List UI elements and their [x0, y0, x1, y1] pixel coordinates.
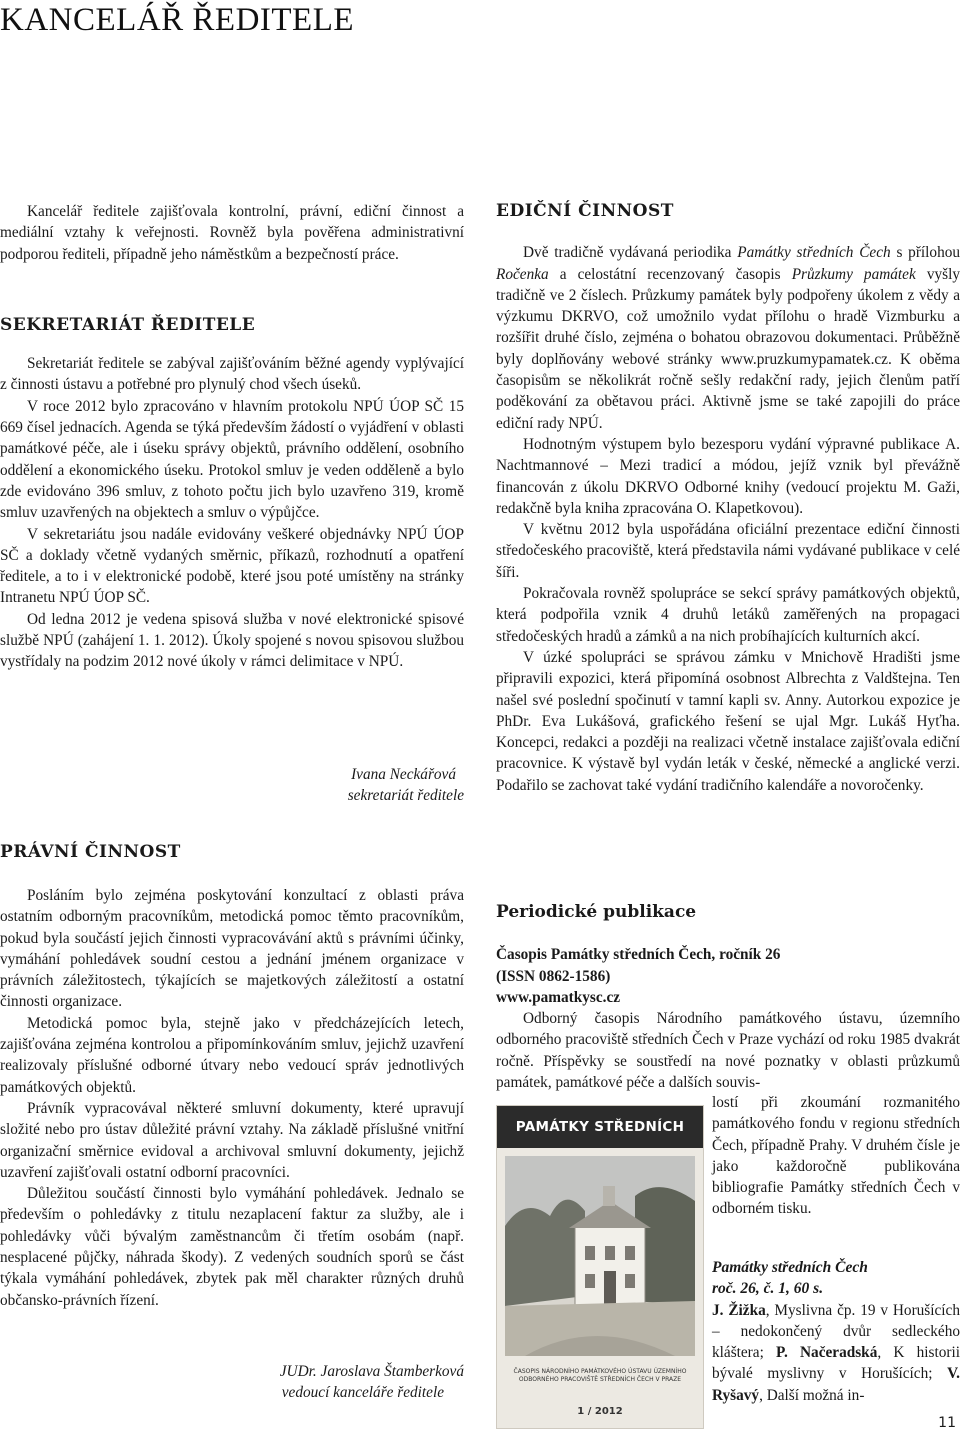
left-column — [0, 201, 464, 673]
periodical-name: Průzkumy památek — [791, 265, 916, 283]
issue-articles — [712, 1300, 960, 1406]
journal-cover-image — [496, 1105, 704, 1429]
pravni-text — [0, 885, 464, 1311]
text-run: Dvě tradičně vydávaná periodika — [523, 244, 738, 262]
sekretariat-paragraph-4: Od ledna 2012 je vedena spisová služba v nové elektronické spisové službě NPÚ (zahájení 1. 1. 2012). Úkoly spojené s novou spisovou službou vystřídaly na podzim 2012 nové úkoly v rámci delimitace v NPÚ. — [0, 610, 464, 671]
sekretariat-paragraph-2: V roce 2012 bylo zpracováno v hlavním protokolu NPÚ ÚOP SČ 15 669 čísel jednacích. Agenda se týká především žádostí o vyjádření v oblasti památkové péče, ale i úseku správy objektů, právního oddělení, osobního oddělení a ekonomického úseku. Protokol smluv je veden odděleně a bylo zde evidováno 396 smluv, z tohoto počtu jich bylo uzavřeno 319, kromě smluv uzavřených na objektech a smluv o výpůjčce. — [0, 397, 464, 522]
section-heading-pravni: PRÁVNÍ ČINNOST — [0, 842, 181, 862]
issue-volume: roč. 26, č. 1, 60 s. — [712, 1280, 824, 1298]
journal-line-1: Časopis Památky středních Čech, ročník 26 — [496, 946, 781, 964]
issue-contents — [712, 1257, 960, 1406]
signature-name: Ivana Neckářová — [351, 766, 456, 783]
text-run: a celostátní recenzovaný časopis — [548, 265, 792, 283]
author: V. Ryšavý — [712, 1365, 960, 1404]
edicni-paragraph-2: Hodnotným výstupem bylo bezesporu vydání výpravné publikace A. Nachtmannové – Mezi tradicí a módou, jejíž vznik byl převážně financován z úkolu DKRVO Odborné knihy (vedoucí projektu M. Gaži, redakčně byla kniha zpracována O. Klapetkovou). — [496, 435, 960, 517]
cover-issue: 1 / 2012 — [577, 1406, 623, 1417]
cover-title: PAMÁTKY STŘEDNÍCH — [497, 1106, 703, 1148]
edicni-paragraph-4: Pokračovala rovněž spolupráce se sekcí správy památkových objektů, která podpořila vznik 4 druhů letáků zaměřených na propagaci středočeských hradů a zámků a na nich probíhajících kulturních akcí. — [496, 585, 960, 645]
article-title: , K historii bývalé myslivny v Horušících; — [712, 1344, 960, 1383]
journal-paragraph: Odborný časopis Národního památkového ústavu, územního odborného pracoviště středních Čech v Praze vychází od roku 1985 dvakrát ročně. Příspěvky se soustředí na nové poznatky v oblasti průzkumů památek, památkové péče a dalších souvis- — [496, 1010, 960, 1092]
periodical-name: Památky středních Čech — [737, 244, 891, 262]
author: J. Žižka — [712, 1301, 766, 1319]
edicni-paragraph-1 — [496, 242, 960, 434]
author: P. Načeradská — [776, 1344, 878, 1362]
journal-paragraph-wrap: lostí při zkoumání rozmanitého památkového fondu v regionu středních Čech, případně Prahy. V druhém čísle je jako každoročně publikována bibliografie Památky středních Čech v odborném tisku. — [712, 1094, 960, 1218]
journal-paragraph-continued — [712, 1092, 960, 1220]
pravni-paragraph-4: Důležitou součástí činnosti bylo vymáhání pohledávek. Jednalo se především o pohledávky z titulu nezaplacení faktur za služby, ale i pohledávky vůči bývalým zaměstnancům či třetím osobám (např. nesplacené půjčky, náhrada škody). Z vedených soudních sporů se část týkala vymáhání pohledávek, zbytek pak měl charakter různých druhů občansko-právních řízení. — [0, 1185, 464, 1309]
article-title: , Další možná in- — [759, 1386, 865, 1404]
page-title: KANCELÁŘ ŘEDITELE — [0, 2, 355, 38]
article-title: , Myslivna čp. 19 v Horušících – nedokončený dvůr sedleckého kláštera; — [712, 1301, 960, 1362]
sekretariat-paragraph-1: Sekretariát ředitele se zabýval zajišťováním běžné agendy vyplývající z činnosti ústavu a potřebné pro plynulý chod všech úseků. — [0, 355, 464, 394]
text-run: vyšly tradičně ve 2 číslech. Průzkumy památek byly podpořeny úkolem z vědy a výzkumu DKRVO, což umožnilo vydat přílohu o hradě Vizmburku a rozšířit druhé číslo, zejména o bohatou obrazovou dokumentaci. Průběžně byly doplňovány webové stránky www.pruzkumypamatek.cz. K oběma časopisům se několikrát ročně sešly redakční rady, jejich členům patří poděkování za obětavou práci. Aktivně jsme se také zapojili do práce ediční rady NPÚ. — [496, 265, 960, 432]
periodical-name: Ročenka — [496, 265, 549, 283]
section-heading-edicni: EDIČNÍ ČINNOST — [496, 201, 674, 221]
cover-photo — [505, 1156, 695, 1356]
sekretariat-paragraph-3: V sekretariátu jsou nadále evidovány veškeré objednávky NPÚ ÚOP SČ a doklady včetně vydaných směrnic, příkazů, rozhodnutí a opatření ředitele, a to i v elektronické podobě, které jsou poté umístěny na stránky Intranetu NPÚ ÚOP SČ. — [0, 525, 464, 607]
intro-paragraph: Kancelář ředitele zajišťovala kontrolní, právní, ediční činnost a mediální vztahy k veřejnosti. Rovněž byla pověřena administrativní podporou řediteli, případně jeho náměstkům a bezpečností práce. — [0, 203, 464, 263]
section-heading-periodicke: Periodické publikace — [496, 902, 697, 922]
edicni-paragraph-3: V květnu 2012 byla uspořádána oficiální prezentace ediční činnosti středočeského pracoviště, která představila námi vydávané publikace v celé šíři. — [496, 521, 960, 581]
page-number: 11 — [938, 1415, 956, 1431]
issue-title: Památky středních Čech — [712, 1259, 868, 1276]
signature-role: sekretariát ředitele — [347, 787, 464, 804]
periodicke-section — [496, 902, 960, 1093]
pravni-paragraph-3: Právník vypracovával některé smluvní dokumenty, které upravují složité nebo pro ústav důležité právní vztahy. Na základě příslušné vnitřní organizační směrnice evidoval a archivoval smluvní dokumenty, jejichž uzavření zajišťovali ostatní odborní pracovníci. — [0, 1099, 464, 1181]
cover-caption: ČASOPIS NÁRODNÍHO PAMÁTKOVÉHO ÚSTAVU ÚZEMNÍHO ODBORNÉHO PRACOVIŠTĚ STŘEDNÍCH ČECH V PRAZE — [513, 1368, 687, 1383]
signature-role: vedoucí kanceláře ředitele — [281, 1384, 444, 1401]
journal-issn: (ISSN 0862-1586) — [496, 967, 611, 985]
journal-url: www.pamatkysc.cz — [496, 988, 621, 1006]
signature-sekretariat — [0, 764, 464, 806]
signature-name: JUDr. Jaroslava Štamberková — [279, 1363, 464, 1380]
signature-pravni — [0, 1361, 464, 1403]
pravni-paragraph-1: Posláním bylo zejména poskytování konzultací z oblasti práva ostatním odborným pracovníkům, metodická pomoc těmto pracovníkům, pokud byla součástí jejich činnosti vypracovávání aktů s právními účinky, vymáhání pohledávek soudní cestou a jednání jménem organizace v právních záležitostech, týkajících se majetkových záležitostí a ostatní činnosti organizace. — [0, 887, 464, 1011]
pravni-paragraph-2: Metodická pomoc byla, stejně jako v předcházejících letech, zajišťována zejména kontrolou a připomínkováním smluv, jejichž uzavření realizovaly příslušné odborné útvary nebo vedoucí správ jednotlivých památkových objektů. — [0, 1014, 464, 1096]
edicni-paragraph-5: V úzké spolupráci se správou zámku v Mnichově Hradišti jsme připravili expozici, která připomíná osobnost Albrechta z Valdštejna. Ten našel své poslední spočinutí v tamní kapli sv. Anny. Autorkou expozice je PhDr. Eva Lukášová, grafického řešení se ujal Mgr. Lukáš Hyťha. Koncepci, redakci a později na realizaci včetně instalace zajišťovala ediční pracovnice. K výstavě byl vydán leták v české, německé a anglické verzi. Podařilo se zachovat také vydání tradičního kalendáře a novoročenky. — [496, 648, 960, 794]
right-column — [496, 201, 960, 796]
text-run: s přílohou — [890, 244, 960, 262]
section-heading-sekretariat: SEKRETARIÁT ŘEDITELE — [0, 314, 256, 335]
